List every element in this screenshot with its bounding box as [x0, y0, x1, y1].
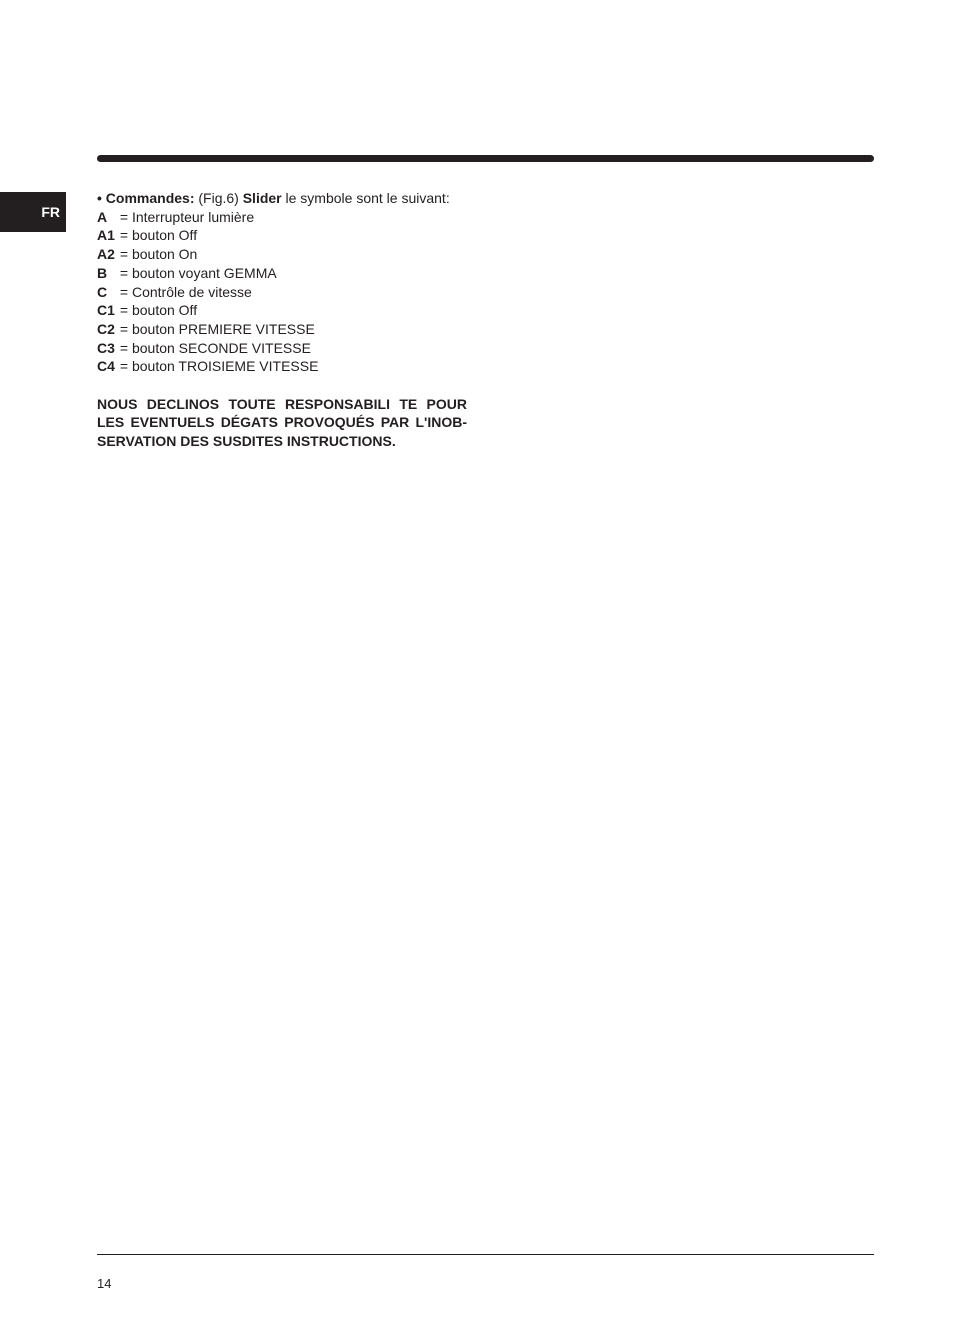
language-tab-label: FR — [41, 204, 60, 220]
item-text: = Contrôle de vitesse — [119, 283, 252, 300]
warning-line: SERVATION DES SUSDITES INSTRUCTIONS. — [97, 433, 396, 450]
list-item — [97, 208, 467, 227]
item-code: C4 — [97, 358, 115, 375]
figure-reference: (Fig.6) — [198, 190, 239, 206]
warning-line: LES EVENTUELS DÉGATS PROVOQUÉS PAR L'INOB- — [97, 414, 467, 431]
item-text: = bouton SECONDE VITESSE — [119, 339, 311, 356]
item-code: C3 — [97, 339, 115, 356]
item-text: = bouton voyant GEMMA — [119, 264, 277, 281]
item-text: = bouton PREMIERE VITESSE — [119, 320, 315, 337]
item-code: C1 — [97, 302, 115, 319]
commands-section — [97, 189, 467, 451]
intro-text: le symbole sont le suivant: — [285, 190, 450, 206]
list-item — [97, 301, 467, 320]
item-code: A1 — [97, 227, 115, 244]
item-text: = bouton Off — [119, 227, 198, 244]
warning-line: NOUS DECLINOS TOUTE RESPONSABILI TE POUR — [97, 395, 467, 412]
bullet: • — [97, 190, 102, 206]
commands-intro — [97, 189, 467, 208]
item-text: = Interrupteur lumière — [119, 208, 255, 225]
item-code: C — [97, 283, 108, 300]
item-code: A — [97, 208, 108, 225]
product-name: Slider — [242, 190, 282, 206]
list-item — [97, 283, 467, 302]
language-tab — [0, 192, 66, 232]
footer-rule — [97, 1254, 874, 1255]
list-item — [97, 320, 467, 339]
item-code: A2 — [97, 246, 115, 263]
item-code: B — [97, 264, 108, 281]
item-text: = bouton On — [119, 246, 198, 263]
list-item — [97, 245, 467, 264]
commands-label: Commandes: — [105, 190, 195, 206]
list-item — [97, 226, 467, 245]
item-text: = bouton TROISIEME VITESSE — [119, 358, 319, 375]
list-item — [97, 264, 467, 283]
list-item — [97, 339, 467, 358]
header-rule — [97, 155, 874, 162]
list-item — [97, 357, 467, 376]
disclaimer-warning — [97, 395, 467, 451]
item-code: C2 — [97, 320, 115, 337]
item-text: = bouton Off — [119, 302, 198, 319]
page-number: 14 — [97, 1276, 112, 1291]
